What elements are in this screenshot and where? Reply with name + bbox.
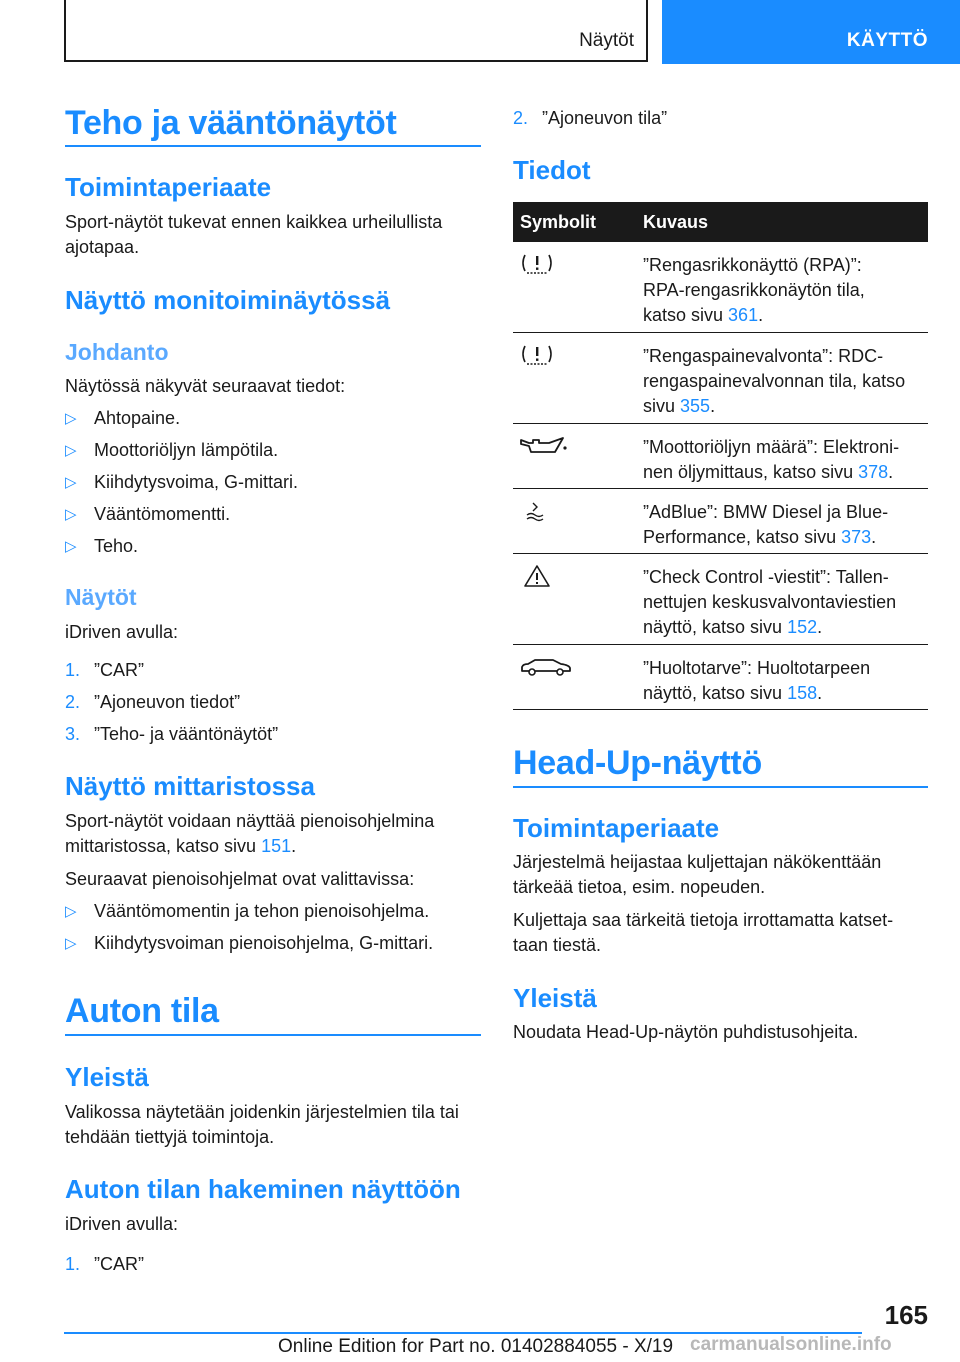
page-number: 165 <box>884 1300 928 1330</box>
heading-rule <box>513 786 928 788</box>
heading-displays: Näytöt <box>65 584 137 610</box>
heading-intro: Johdanto <box>65 339 169 365</box>
table-cell-description: ”Rengasrikkonäyttö (RPA)”: RPA-rengasrikkonäytön tila, katso sivu 361. <box>643 255 865 325</box>
heading-power-torque: Teho ja vääntönäytöt <box>65 104 397 142</box>
heading-principle: Toimintaperiaate <box>513 813 720 843</box>
paragraph-idrive: iDriven avulla: <box>65 622 179 642</box>
intro-list <box>65 406 481 559</box>
paragraph-cluster: Sport-näytöt voidaan näyttää pienoisohjelmina mittaristossa, katso sivu 151. <box>65 811 435 856</box>
list-item: ▷ Vääntömomentin ja tehon pienoisohjelma. <box>65 899 481 924</box>
steps-list <box>65 658 481 747</box>
table-cell-description: ”Rengaspainevalvonta”: RDC- rengaspainevalvonnan tila, katso sivu 355. <box>643 346 906 416</box>
paragraph-widgets: Seuraavat pienoisohjelmat ovat valittavissa: <box>65 869 415 889</box>
header-chapter-title: KÄYTTÖ <box>846 30 928 51</box>
page-link-158[interactable]: 158 <box>787 683 818 703</box>
page-link-361[interactable]: 361 <box>728 305 759 325</box>
paragraph-general: Valikossa näytetään joidenkin järjestelmien tila tai tehdään tiettyjä toimintoja. <box>65 1102 459 1147</box>
page-link-151[interactable]: 151 <box>261 836 292 856</box>
table-row <box>513 554 928 645</box>
steps-list <box>65 1252 481 1277</box>
adblue-icon <box>519 499 559 523</box>
heading-fetch-status: Auton tilan hakeminen näyttöön <box>65 1174 461 1204</box>
list-item: ▷ Ahtopaine. <box>65 406 481 431</box>
heading-principle: Toimintaperiaate <box>65 172 272 202</box>
footer-watermark: carmanualsonline.info <box>690 1334 892 1355</box>
table-row <box>513 424 928 489</box>
heading-cluster: Näyttö mittaristossa <box>65 771 315 801</box>
paragraph-hud-2: Kuljettaja saa tärkeitä tietoja irrottamatta katset-taan tiestä. <box>513 910 894 955</box>
heading-general: Yleistä <box>65 1062 149 1092</box>
list-item: ▷ Vääntömomentti. <box>65 502 481 527</box>
list-item: ▷ Kiihdytysvoima, G-mittari. <box>65 470 481 495</box>
table-row <box>513 645 928 710</box>
bullet-triangle-icon: ▷ <box>65 538 77 555</box>
list-item: 3. ”Teho- ja vääntönäytöt” <box>65 724 279 744</box>
bullet-triangle-icon: ▷ <box>65 474 77 491</box>
table-col-description: Kuvaus <box>643 212 709 232</box>
list-item: 1. ”CAR” <box>65 660 144 680</box>
list-item: ▷ Moottoriöljyn lämpötila. <box>65 438 481 463</box>
list-item: 1. ”CAR” <box>65 1254 144 1274</box>
bullet-triangle-icon: ▷ <box>65 506 77 523</box>
table-cell-description: ”AdBlue”: BMW Diesel ja Blue- Performance, katso sivu 373. <box>643 502 889 547</box>
bullet-triangle-icon: ▷ <box>65 442 77 459</box>
paragraph-intro: Näytössä näkyvät seuraavat tiedot: <box>65 376 346 396</box>
page-link-355[interactable]: 355 <box>680 396 711 416</box>
heading-general: Yleistä <box>513 983 597 1013</box>
footer-edition: Online Edition for Part no. 01402884055 - X/19 <box>278 1336 674 1357</box>
table-row <box>513 242 928 333</box>
header-section-box <box>64 0 648 62</box>
header-chapter-box <box>662 0 960 64</box>
page-link-152[interactable]: 152 <box>787 617 818 637</box>
service-car-icon <box>519 655 573 679</box>
oil-can-icon <box>519 434 569 458</box>
paragraph-idrive: iDriven avulla: <box>65 1214 179 1234</box>
bullet-triangle-icon: ▷ <box>65 903 77 920</box>
list-item: 2. ”Ajoneuvon tila” <box>513 108 668 128</box>
page-link-373[interactable]: 373 <box>841 527 872 547</box>
widgets-list <box>65 899 481 956</box>
heading-info: Tiedot <box>513 155 591 185</box>
table-row <box>513 489 928 554</box>
tire-pressure-warning-icon <box>519 252 559 276</box>
warning-triangle-icon <box>519 564 559 588</box>
bullet-triangle-icon: ▷ <box>65 410 77 427</box>
heading-multidisplay: Näyttö monitoiminäytössä <box>65 285 391 315</box>
table-cell-description: ”Huoltotarve”: Huoltotarpeen näyttö, katso sivu 158. <box>643 658 871 703</box>
list-item: 2. ”Ajoneuvon tiedot” <box>65 692 241 712</box>
table-cell-description: ”Moottoriöljyn määrä”: Elektroni- nen öljymittaus, katso sivu 378. <box>643 437 900 482</box>
paragraph-cleaning: Noudata Head-Up-näytön puhdistusohjeita. <box>513 1022 859 1042</box>
tire-pressure-warning-icon <box>519 343 559 367</box>
page-link-378[interactable]: 378 <box>858 462 889 482</box>
paragraph-principle: Sport-näytöt tukevat ennen kaikkea urheilullista ajotapaa. <box>65 212 443 257</box>
heading-vehicle-status: Auton tila <box>65 992 219 1030</box>
heading-rule <box>65 145 481 147</box>
header-section-title: Näytöt <box>579 30 634 51</box>
steps-list <box>513 106 928 131</box>
table-col-symbol: Symbolit <box>520 212 597 232</box>
table-row <box>513 333 928 424</box>
heading-rule <box>65 1034 481 1036</box>
list-item: ▷ Kiihdytysvoiman pienoisohjelma, G-mittari. <box>65 931 481 956</box>
list-item: ▷ Teho. <box>65 534 481 559</box>
info-table <box>513 202 928 710</box>
table-header <box>513 202 928 242</box>
table-cell-description: ”Check Control -viestit”: Tallen- nettujen keskusvalvontaviestien näyttö, katso sivu 152. <box>643 567 897 637</box>
heading-head-up: Head-Up-näyttö <box>513 744 762 782</box>
paragraph-hud-1: Järjestelmä heijastaa kuljettajan näkökenttään tärkeää tietoa, esim. nopeuden. <box>513 852 882 897</box>
bullet-triangle-icon: ▷ <box>65 935 77 952</box>
